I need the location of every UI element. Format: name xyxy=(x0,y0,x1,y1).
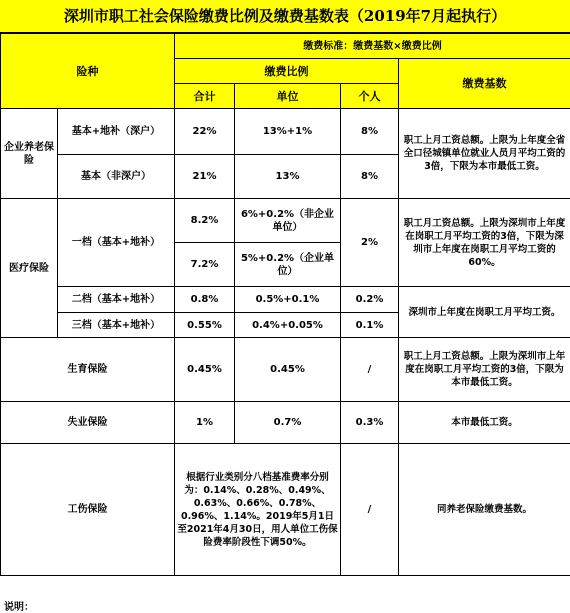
injury-note: 根据行业类别分八档基准费率分别为：0.14%、0.28%、0.49%、0.63%、0.66%、0.78%、0.96%、1.14%。2019年5月1日至2021年4月30日，用人单位工伤保险费率阶段性下调50%。 xyxy=(175,444,341,576)
medical-tier1-total-a: 8.2% xyxy=(175,199,235,243)
medical-tier1-employer-a: 6%+0.2%（非企业单位） xyxy=(235,199,341,243)
medical-tier1-employer-b: 5%+0.2%（企业单位） xyxy=(235,243,341,287)
header-standard: 缴费标准：缴费基数×缴费比例 xyxy=(175,34,570,59)
header-type: 险种 xyxy=(1,34,175,109)
contribution-table xyxy=(0,33,570,576)
medical-tier2-employer: 0.5%+0.1% xyxy=(235,287,341,313)
maternity-employer: 0.45% xyxy=(235,338,341,402)
medical-tier3-total: 0.55% xyxy=(175,313,235,338)
injury-individual: / xyxy=(341,444,399,576)
injury-name: 工伤保险 xyxy=(1,444,175,576)
medical-tier1-total-b: 7.2% xyxy=(175,243,235,287)
medical-tier2-individual: 0.2% xyxy=(341,287,399,313)
pension-sub2: 基本（非深户） xyxy=(58,155,175,199)
header-ratio: 缴费比例 xyxy=(175,59,399,84)
pension-sub2-total: 21% xyxy=(175,155,235,199)
medical-tier1-individual: 2% xyxy=(341,199,399,287)
pension-sub1-employer: 13%+1% xyxy=(235,109,341,155)
medical-tier3-individual: 0.1% xyxy=(341,313,399,338)
maternity-base: 职工上月工资总额。上限为深圳市上年度在岗职工月平均工资的3倍，下限为本市最低工资。 xyxy=(399,338,570,402)
unemployment-name: 失业保险 xyxy=(1,402,175,444)
medical-tier3: 三档（基本+地补） xyxy=(58,313,175,338)
pension-base: 职工上月工资总额。上限为上年度全省全口径城镇单位就业人员月平均工资的3倍，下限为本市最低工资。 xyxy=(399,109,570,199)
header-total: 合计 xyxy=(175,84,235,109)
injury-base: 同养老保险缴费基数。 xyxy=(399,444,570,576)
footer-note-label: 说明： xyxy=(4,598,34,613)
medical-tier1-base: 职工月工资总额。上限为深圳市上年度在岗职工月平均工资的3倍，下限为深圳市上年度在岗职工月平均工资的60%。 xyxy=(399,199,570,287)
maternity-individual: / xyxy=(341,338,399,402)
medical-tier2: 二档（基本+地补） xyxy=(58,287,175,313)
unemployment-total: 1% xyxy=(175,402,235,444)
maternity-total: 0.45% xyxy=(175,338,235,402)
pension-sub2-individual: 8% xyxy=(341,155,399,199)
pension-sub1-total: 22% xyxy=(175,109,235,155)
pension-sub2-employer: 13% xyxy=(235,155,341,199)
medical-tier2-total: 0.8% xyxy=(175,287,235,313)
pension-sub1: 基本+地补（深户） xyxy=(58,109,175,155)
header-employer: 单位 xyxy=(235,84,341,109)
medical-tier3-employer: 0.4%+0.05% xyxy=(235,313,341,338)
header-base: 缴费基数 xyxy=(399,59,570,109)
unemployment-employer: 0.7% xyxy=(235,402,341,444)
maternity-name: 生育保险 xyxy=(1,338,175,402)
medical-tier1: 一档（基本+地补） xyxy=(58,199,175,287)
pension-sub1-individual: 8% xyxy=(341,109,399,155)
page-title: 深圳市职工社会保险缴费比例及缴费基数表（2019年7月起执行） xyxy=(0,0,570,33)
medical-tier23-base: 深圳市上年度在岗职工月平均工资。 xyxy=(399,287,570,338)
unemployment-individual: 0.3% xyxy=(341,402,399,444)
header-individual: 个人 xyxy=(341,84,399,109)
pension-name: 企业养老保险 xyxy=(1,109,58,199)
medical-name: 医疗保险 xyxy=(1,199,58,338)
unemployment-base: 本市最低工资。 xyxy=(399,402,570,444)
